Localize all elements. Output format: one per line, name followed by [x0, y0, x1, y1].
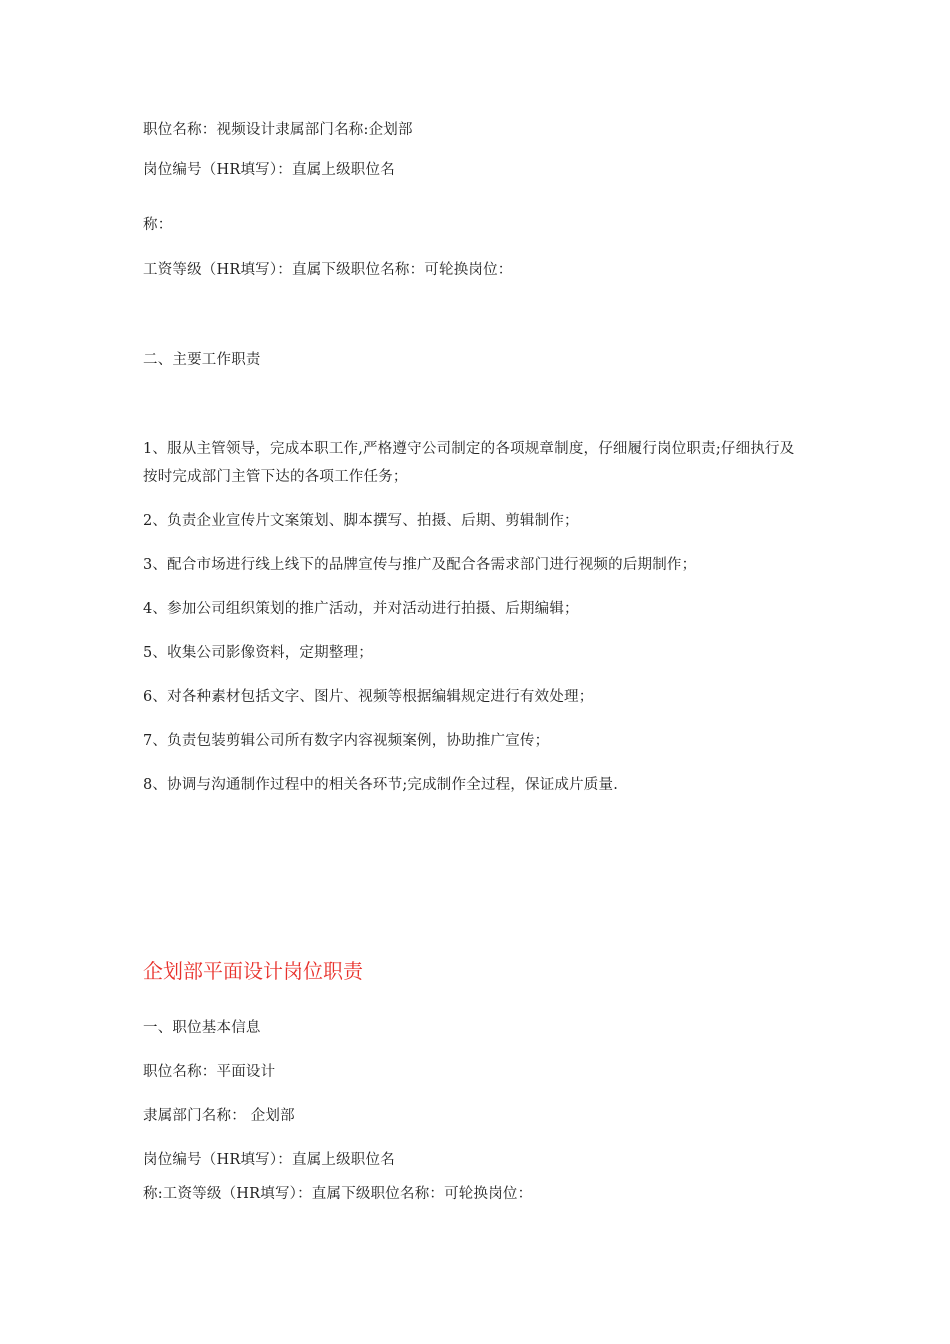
basic-info-heading: 一、职位基本信息: [143, 1020, 261, 1036]
position-name-line: 职位名称：平面设计: [143, 1064, 276, 1080]
position-code-line: 岗位编号（HR填写）：直属上级职位名: [143, 162, 395, 178]
duty-item: 6、对各种素材包括文字、图片、视频等根据编辑规定进行有效处理；: [143, 689, 594, 705]
duty-item: 5、收集公司影像资料，定期整理；: [143, 645, 373, 661]
duty-item: 8、协调与沟通制作过程中的相关各环节;完成制作全过程，保证成片质量.: [143, 777, 619, 793]
duty-item: 1、服从主管领导，完成本职工作,严格遵守公司制定的各项规章制度，仔细履行岗位职责;仔细执行及按时完成部门主管下达的各项工作任务；: [143, 441, 795, 485]
salary-grade-line: 称:工资等级（HR填写）：直属下级职位名称：可轮换岗位：: [143, 1186, 533, 1202]
duty-item: 3、配合市场进行线上线下的品牌宣传与推广及配合各需求部门进行视频的后期制作；: [143, 557, 697, 573]
salary-grade-line: 工资等级（HR填写）：直属下级职位名称：可轮换岗位：: [143, 262, 513, 278]
position-code-line: 岗位编号（HR填写）：直属上级职位名: [143, 1152, 395, 1168]
section-title: 企划部平面设计岗位职责: [143, 959, 363, 983]
position-name-continuation: 称：: [143, 217, 173, 233]
duty-item: 7、负责包装剪辑公司所有数字内容视频案例，协助推广宣传；: [143, 733, 550, 749]
department-line: 隶属部门名称： 企划部: [143, 1108, 295, 1124]
position-info-line: 职位名称：视频设计隶属部门名称:企划部: [143, 122, 413, 138]
duties-heading: 二、主要工作职责: [143, 352, 261, 368]
duty-item: 2、负责企业宣传片文案策划、脚本撰写、拍摄、后期、剪辑制作；: [143, 513, 579, 529]
duty-item: 4、参加公司组织策划的推广活动，并对活动进行拍摄、后期编辑；: [143, 601, 579, 617]
